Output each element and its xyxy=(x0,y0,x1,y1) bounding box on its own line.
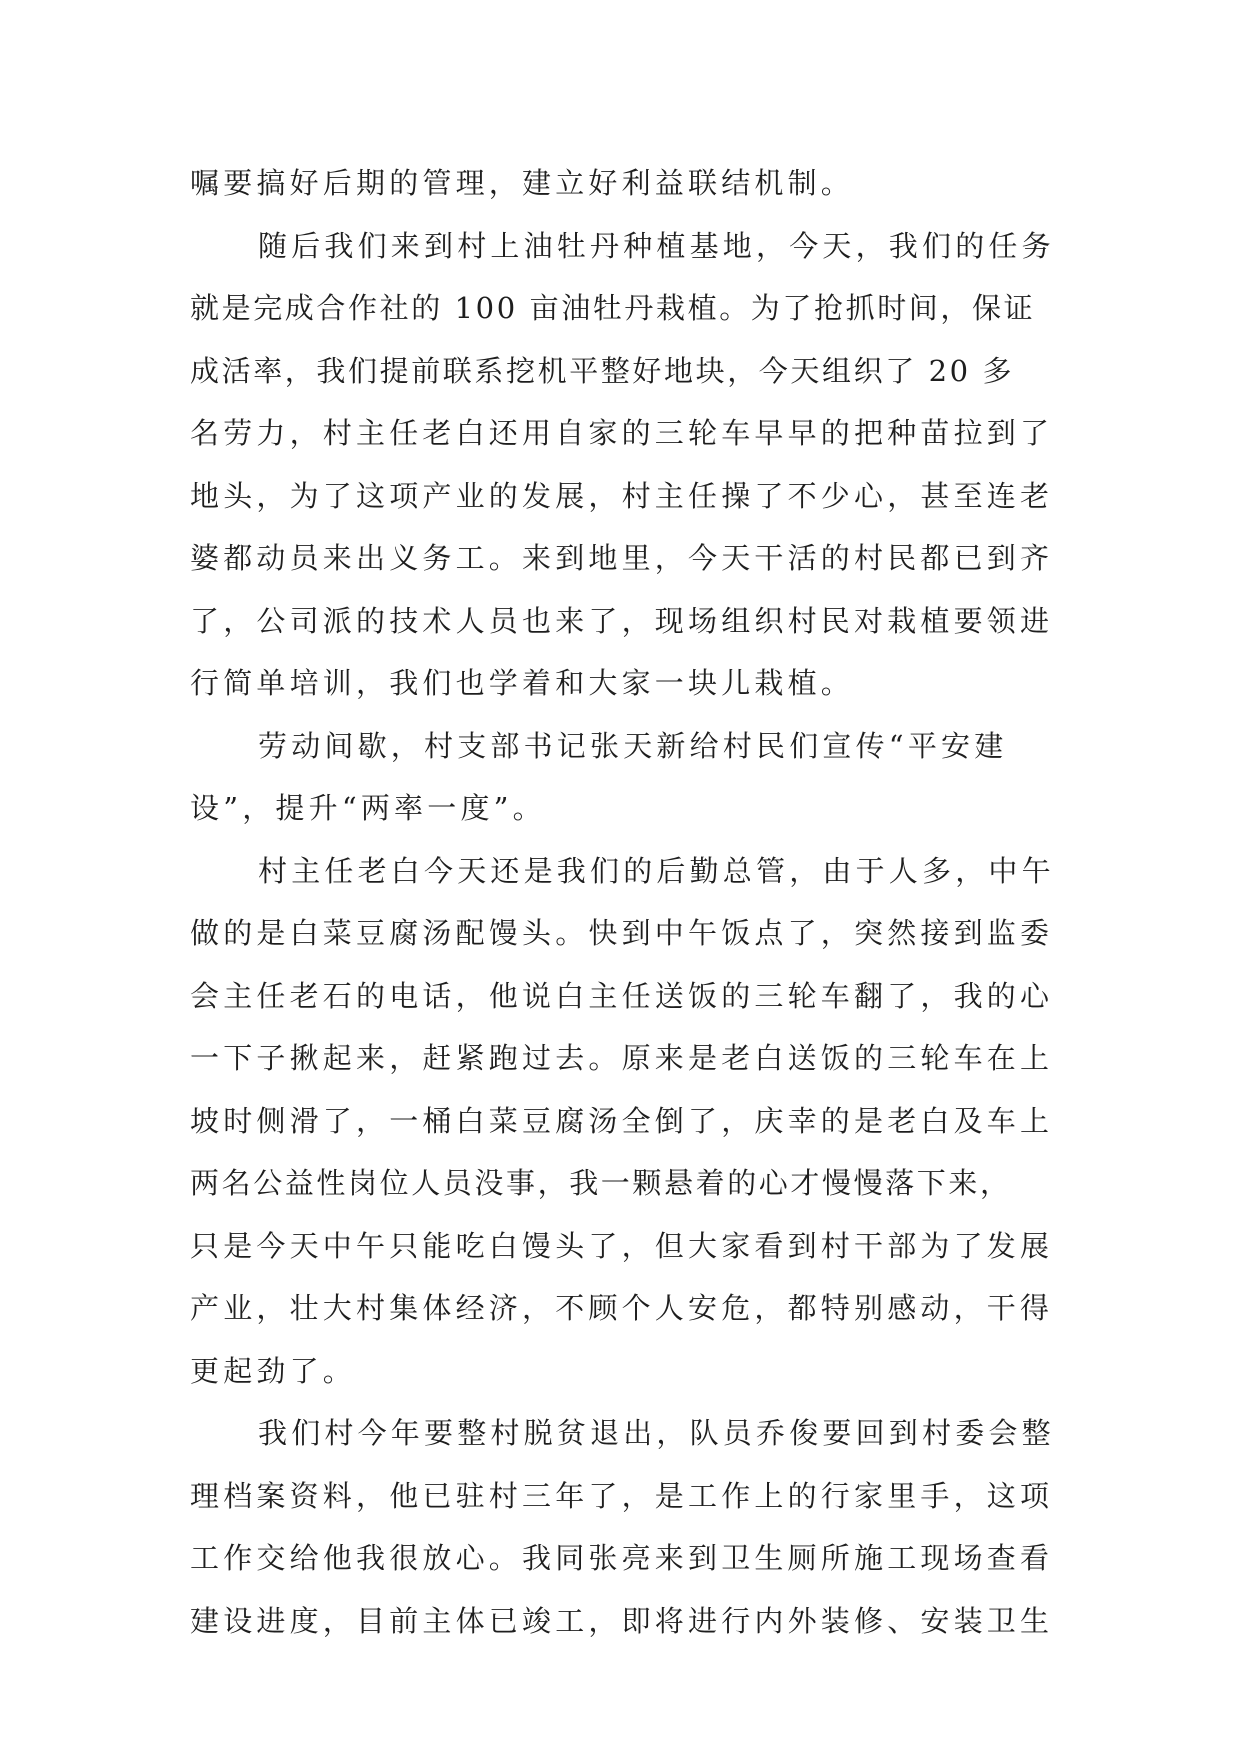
text-line: 只是今天中午只能吃白馒头了，但大家看到村干部为了发展 xyxy=(190,1228,1054,1263)
text-line: 产业，壮大村集体经济，不顾个人安危，都特别感动，干得 xyxy=(190,1291,1054,1325)
text-line: 工作交给他我很放心。我同张亮来到卫生厕所施工现场查看 xyxy=(190,1541,1054,1575)
text-line: 坡时侧滑了，一桶白菜豆腐汤全倒了，庆幸的是老白及车上 xyxy=(190,1103,1054,1138)
text-line: 做的是白菜豆腐汤配馒头。快到中午饭点了，突然接到监委 xyxy=(190,916,1054,950)
text-line: 更起劲了。 xyxy=(190,1353,357,1388)
text-line: 地头，为了这项产业的发展，村主任操了不少心，甚至连老 xyxy=(190,478,1054,513)
text-line: 名劳力，村主任老白还用自家的三轮车早早的把种苗拉到了 xyxy=(190,416,1054,450)
text-line: 随后我们来到村上油牡丹种植基地，今天，我们的任务 xyxy=(258,228,1055,263)
text-line: 劳动间歇，村支部书记张天新给村民们宣传“平安建 xyxy=(258,728,1008,763)
paragraph-break xyxy=(190,715,1050,840)
text-line: 就是完成合作社的 100 亩油牡丹栽植。为了抢抓时间，保证 xyxy=(190,291,1036,325)
text-line: 成活率，我们提前联系挖机平整好地块，今天组织了 20 多 xyxy=(190,353,1015,388)
paragraph-continued xyxy=(190,152,1050,215)
document-body xyxy=(190,152,1055,1652)
text-line: 嘱要搞好后期的管理，建立好利益联结机制。 xyxy=(190,166,855,200)
text-line: 设”，提升“两率一度”。 xyxy=(190,791,546,825)
text-line: 会主任老石的电话，他说白主任送饭的三轮车翻了，我的心 xyxy=(190,978,1054,1013)
text-line: 理档案资料，他已驻村三年了，是工作上的行家里手，这项 xyxy=(190,1478,1054,1513)
text-line: 我们村今年要整村脱贫退出，队员乔俊要回到村委会整 xyxy=(258,1416,1055,1450)
paragraph-lunch xyxy=(190,840,1055,1403)
text-line: 行简单培训，我们也学着和大家一块儿栽植。 xyxy=(190,666,855,700)
paragraph-poverty-exit xyxy=(190,1402,1055,1652)
text-line: 建设进度，目前主体已竣工，即将进行内外装修、安装卫生 xyxy=(190,1603,1054,1638)
text-line: 了，公司派的技术人员也来了，现场组织村民对栽植要领进 xyxy=(190,603,1054,638)
text-line: 村主任老白今天还是我们的后勤总管，由于人多，中午 xyxy=(258,853,1055,888)
paragraph-planting xyxy=(190,215,1055,715)
text-line: 婆都动员来出义务工。来到地里，今天干活的村民都已到齐 xyxy=(190,541,1054,575)
text-line: 两名公益性岗位人员没事，我一颗悬着的心才慢慢落下来， xyxy=(190,1166,1012,1200)
text-line: 一下子揪起来，赶紧跑过去。原来是老白送饭的三轮车在上 xyxy=(190,1041,1054,1075)
